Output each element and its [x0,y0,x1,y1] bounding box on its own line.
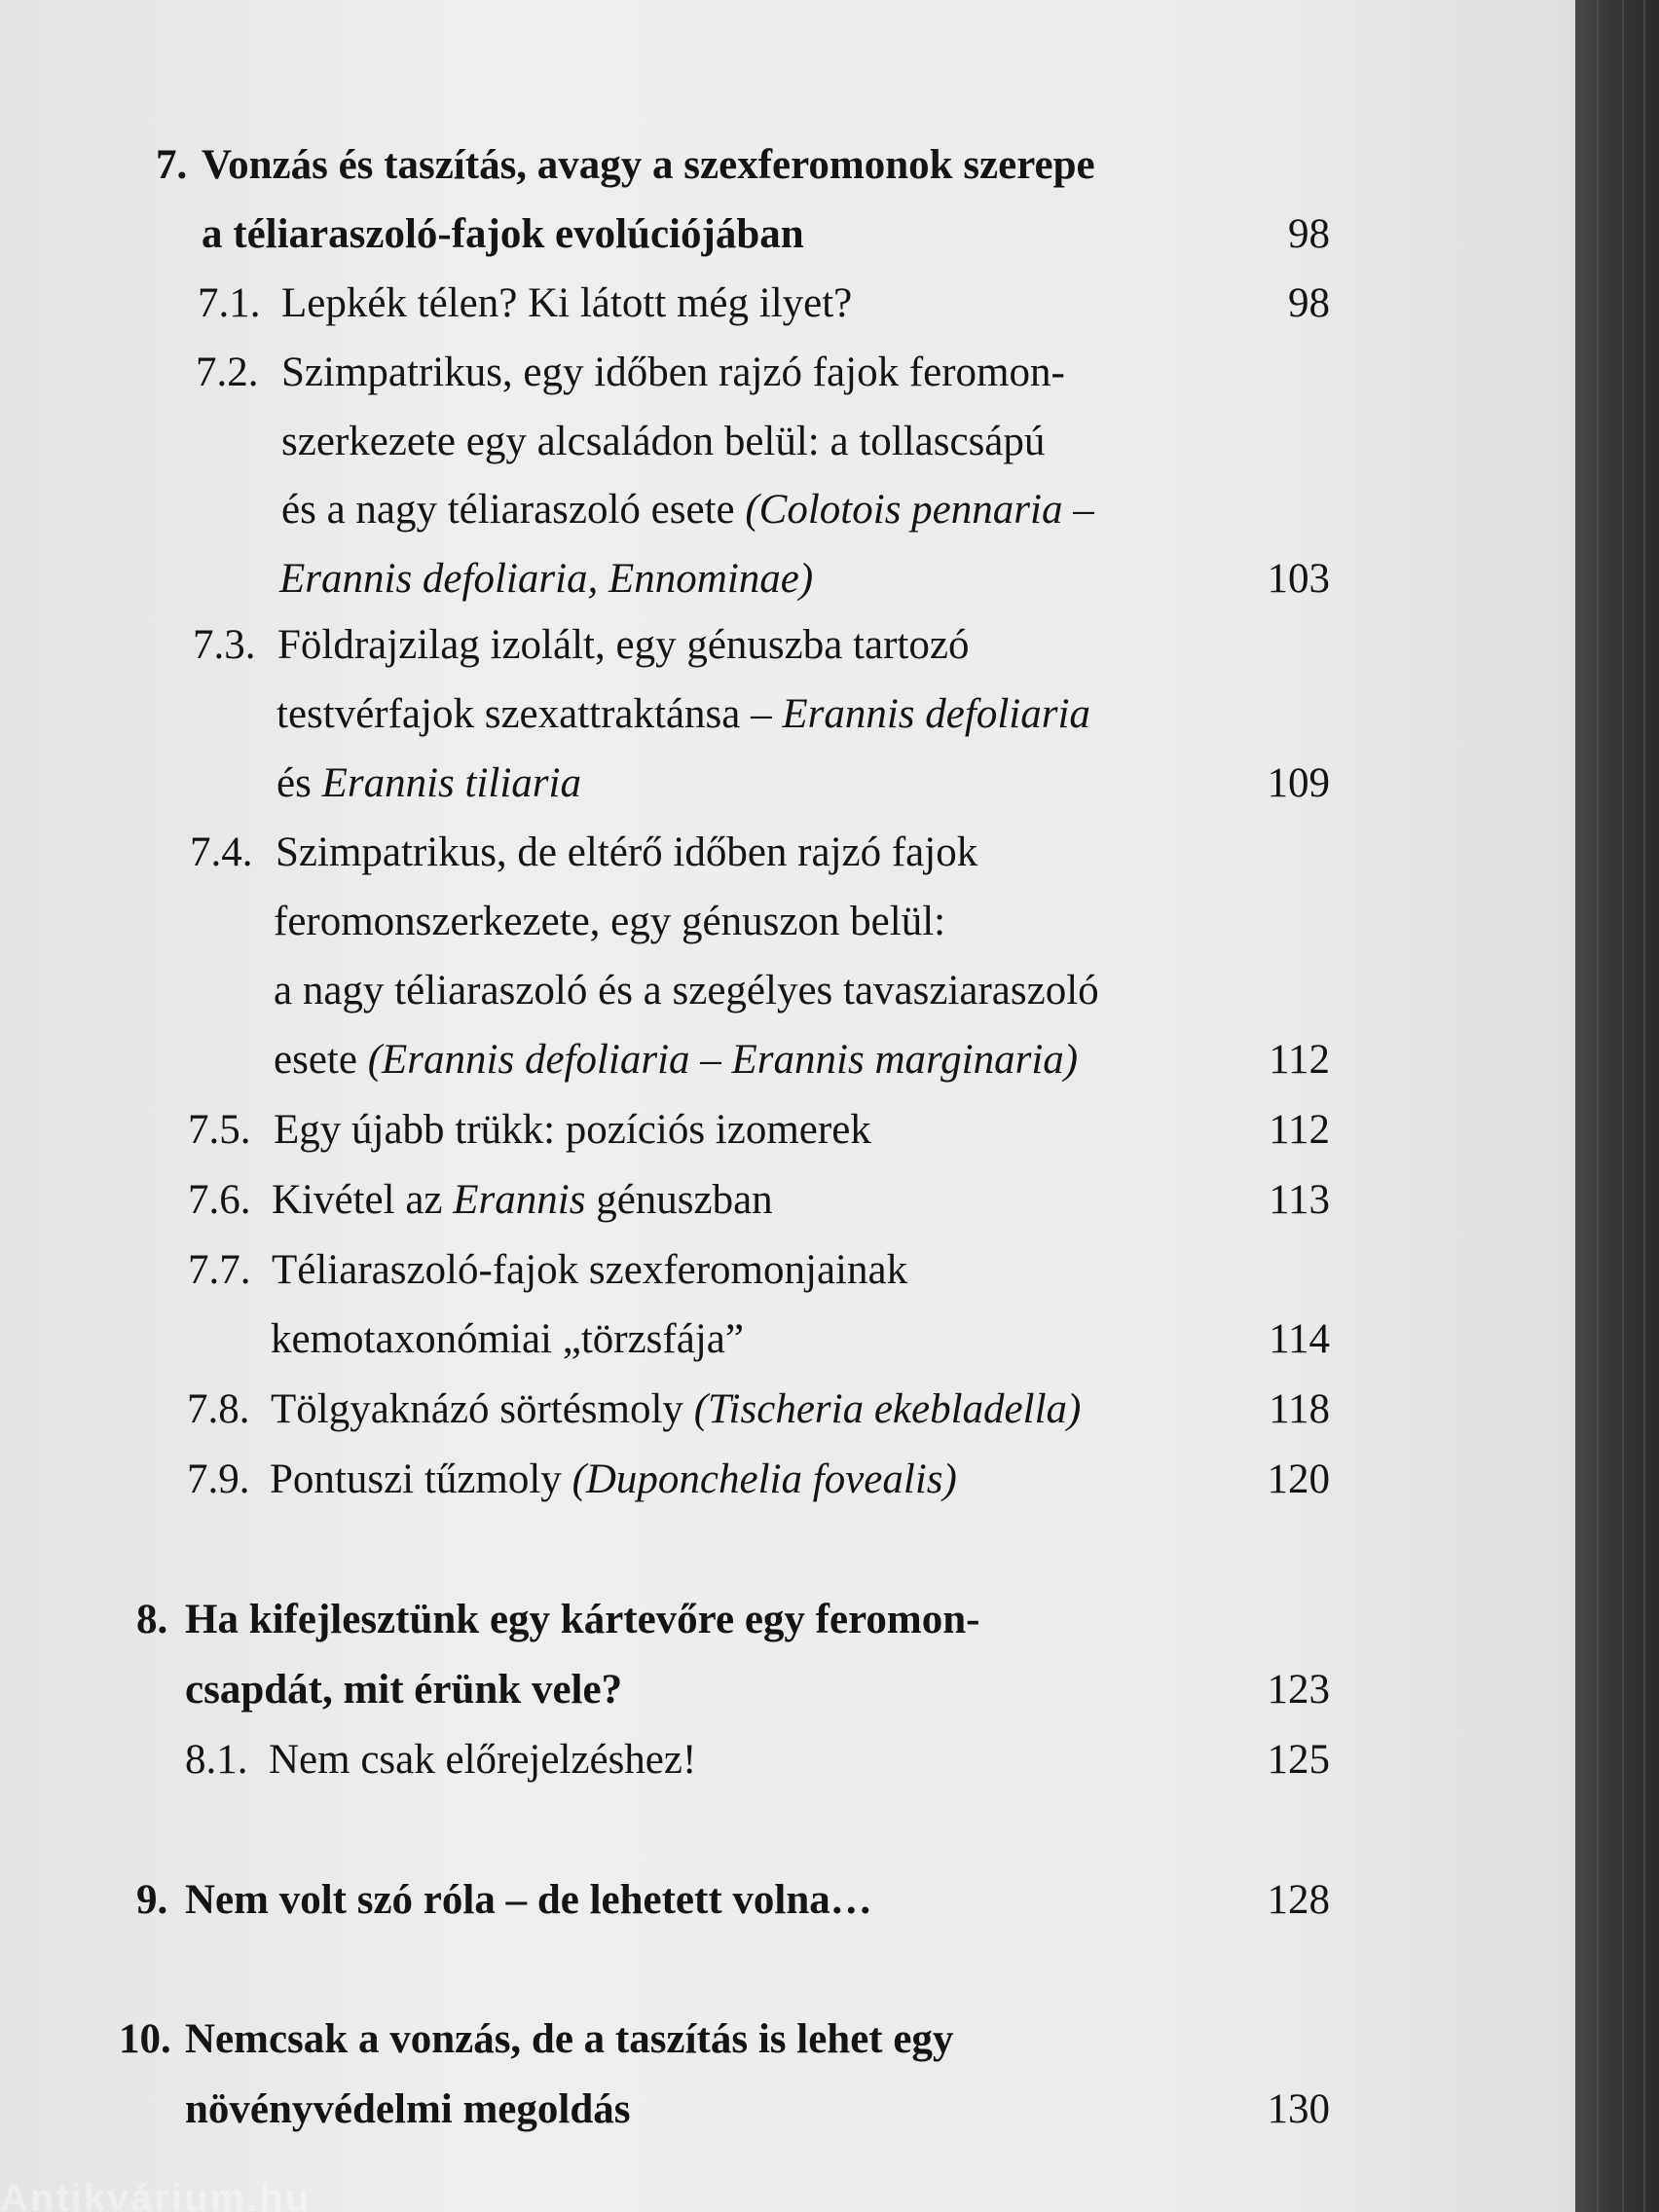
section-7-7-page: 114 [1269,1316,1330,1362]
section-7-4-page: 112 [1269,1037,1330,1083]
section-7-7-number: 7.7. [188,1247,251,1293]
section-7-1-title: Lepkék télen? Ki látott még ilyet? [281,280,853,326]
species-name: (Colotois pennaria – [745,487,1094,533]
species-name: (Tischeria ekebladella) [693,1386,1082,1432]
species-name: Erannis defoliaria, Ennominae) [279,556,814,602]
section-7-3-line-3: és Erannis tiliaria [276,760,581,806]
section-7-7-line-2: kemotaxonómiai „törzsfája” [271,1316,744,1362]
chapter-7-title-line-2: a téliaraszoló-fajok evolúciójában [202,211,804,257]
section-7-5-number: 7.5. [188,1107,251,1153]
chapter-8-page: 123 [1267,1667,1330,1713]
section-7-1-number: 7.1. [198,280,261,326]
section-7-3-number: 7.3. [193,622,256,668]
gutter-stripe [1643,0,1645,2212]
chapter-10-page: 130 [1267,2086,1330,2132]
section-7-2-line-4 [279,544,813,614]
section-8-1-title: Nem csak előrejelzéshez! [269,1737,697,1783]
chapter-10-title-line-2: növényvédelmi megoldás [185,2086,631,2132]
species-name: (Duponchelia fovealis) [571,1456,957,1502]
section-7-7-line-1: Téliaraszoló-fajok szexferomonjainak [272,1247,908,1293]
chapter-7-title-line-1: Vonzás és taszítás, avagy a szexferomonok szerepe [202,142,1095,188]
chapter-8-number: 8. [136,1597,168,1642]
chapter-8-title-line-1: Ha kifejlesztünk egy kártevőre egy feromon- [185,1597,980,1642]
section-7-4-line-2: feromonszerkezete, egy génuszon belül: [274,899,946,944]
section-7-8-number: 7.8. [187,1386,250,1432]
species-name: (Erannis defoliaria – Erannis marginaria) [367,1037,1079,1083]
section-7-2-number: 7.2. [196,350,259,395]
section-7-8-page: 118 [1269,1386,1330,1432]
chapter-7-number: 7. [156,142,188,188]
section-7-4-line-3: a nagy téliaraszoló és a szegélyes tavasziaraszoló [274,968,1099,1014]
section-7-5-page: 112 [1269,1107,1330,1153]
species-name: Erannis tiliaria [321,760,581,806]
section-7-4-line-4: esete (Erannis defoliaria – Erannis marginaria) [274,1037,1079,1083]
section-8-1-number: 8.1. [185,1737,248,1783]
section-7-6-page: 113 [1269,1177,1330,1223]
section-7-9-page: 120 [1267,1456,1330,1502]
chapter-10-title-line-1: Nemcsak a vonzás, de a taszítás is lehet egy [185,2016,954,2062]
book-gutter [1575,0,1659,2212]
section-7-9-number: 7.9. [187,1456,250,1502]
section-7-2-page: 103 [1267,556,1330,602]
section-7-4-number: 7.4. [190,830,253,875]
chapter-7-page: 98 [1288,211,1330,257]
section-7-5-title: Egy újabb trükk: pozíciós izomerek [274,1107,871,1153]
section-7-3-page: 109 [1267,760,1330,806]
gutter-stripe [1597,0,1599,2212]
chapter-10-number: 10. [119,2016,171,2062]
section-7-9-title: Pontuszi tűzmoly (Duponchelia fovealis) [270,1456,957,1502]
section-8-1-page: 125 [1267,1737,1330,1783]
chapter-9-number: 9. [136,1877,168,1923]
chapter-9-title: Nem volt szó róla – de lehetett volna… [185,1877,872,1923]
section-7-2-line-3: és a nagy téliaraszoló esete (Colotois pennaria – [281,487,1094,533]
chapter-8-title-line-2: csapdát, mit érünk vele? [185,1667,623,1713]
section-7-2-line-1: Szimpatrikus, egy időben rajzó fajok feromon- [281,350,1065,395]
section-7-8-title: Tölgyaknázó sörtésmoly (Tischeria ekebladella) [271,1386,1082,1432]
section-7-3-line-2: testvérfajok szexattraktánsa – Erannis defoliaria [276,691,1090,737]
section-7-2-line-2: szerkezete egy alcsaládon belül: a tollascsápú [281,419,1046,464]
section-7-1-page: 98 [1288,280,1330,326]
gutter-stripe [1622,0,1624,2212]
section-7-3-line-1: Földrajzilag izolált, egy génuszba tartozó [277,622,970,668]
section-7-4-line-1: Szimpatrikus, de eltérő időben rajzó fajok [276,830,978,875]
genus-name: Erannis [453,1177,586,1223]
chapter-9-page: 128 [1267,1877,1330,1923]
section-7-6-number: 7.6. [188,1177,251,1223]
section-7-6-title: Kivétel az Erannis génuszban [272,1177,773,1223]
watermark: Antikvárium.hu [0,2177,312,2212]
species-name: Erannis defoliaria [782,691,1090,737]
